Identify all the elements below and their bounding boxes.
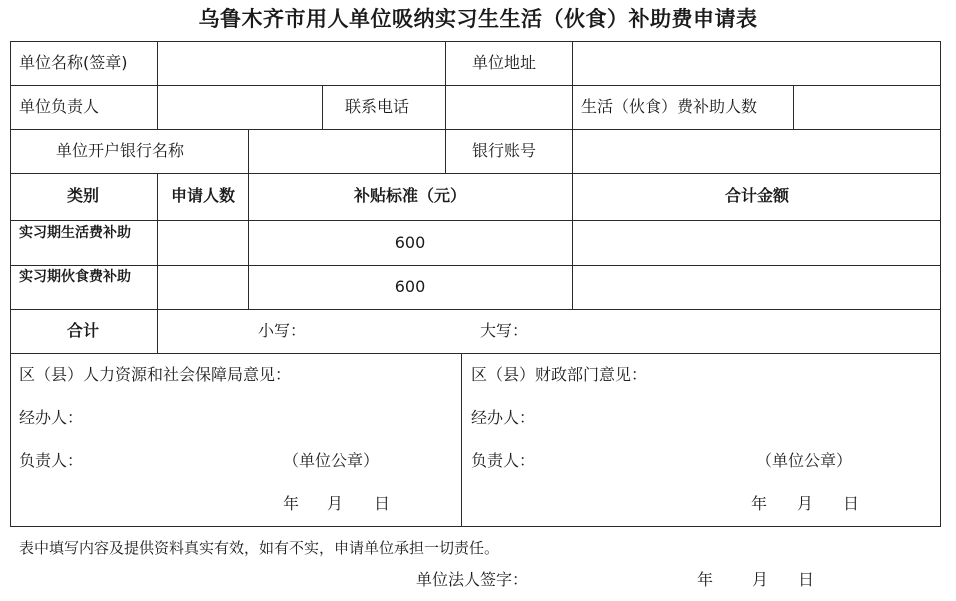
hr-month-label: 月 [327,494,344,513]
finance-day-label: 日 [843,494,860,513]
hr-day-label: 日 [374,494,391,513]
footer-day-label: 日 [798,570,815,589]
row-line [10,526,941,527]
bank-name-label: 单位开户银行名称 [56,141,185,160]
total-uppercase-label: 大写： [480,321,529,340]
item-total-field[interactable] [573,266,940,309]
subsidy-count-field[interactable] [794,86,940,129]
row-line [10,353,941,354]
header-applicants: 申请人数 [170,186,236,205]
col-line [445,129,446,173]
col-line [248,173,249,309]
subsidy-count-label: 生活（伙食）费补助人数 [581,97,758,116]
total-applicants-field[interactable] [158,310,248,353]
header-total-amount: 合计金额 [724,186,790,205]
header-standard: 补贴标准（元） [353,186,467,205]
unit-name-label: 单位名称(签章) [19,53,128,72]
hr-handler-label: 经办人： [19,408,84,427]
col-line [461,353,462,526]
finance-month-label: 月 [797,494,814,513]
hr-year-label: 年 [283,494,300,513]
finance-year-label: 年 [751,494,768,513]
total-label: 合计 [66,321,100,340]
footer-note: 表中填写内容及提供资料真实有效，如有不实，申请单位承担一切责任。 [19,539,500,557]
footer-month-label: 月 [752,570,769,589]
hr-opinion-heading: 区（县）人力资源和社会保障局意见： [19,365,292,384]
col-line [572,85,573,129]
unit-head-label: 单位负责人 [19,97,100,116]
contact-phone-field[interactable] [446,86,572,129]
header-category: 类别 [66,186,100,205]
footer-year-label: 年 [697,570,714,589]
unit-address-label: 单位地址 [472,53,537,72]
finance-person-in-charge-label: 负责人： [471,451,536,470]
hr-seal-label: （单位公章） [283,451,380,470]
item-total-field[interactable] [573,221,940,265]
finance-opinion-heading: 区（县）财政部门意见： [471,365,648,384]
col-line [322,85,323,129]
hr-person-in-charge-label: 负责人： [19,451,84,470]
row-line [10,309,941,310]
row-line [10,173,941,174]
unit-name-field[interactable] [158,42,445,85]
form-title: 乌鲁木齐市用人单位吸纳实习生生活（伙食）补助费申请表 [198,7,758,31]
unit-head-field[interactable] [158,86,322,129]
item-standard: 600 [394,277,426,296]
item-standard: 600 [394,233,426,252]
bank-name-field[interactable] [249,130,445,173]
contact-phone-label: 联系电话 [345,97,410,116]
total-lowercase-label: 小写： [258,321,307,340]
item-applicants-field[interactable] [158,221,248,265]
outer-border [940,41,941,527]
unit-address-field[interactable] [573,42,940,85]
item-applicants-field[interactable] [158,266,248,309]
legal-signature-label: 单位法人签字： [416,570,529,589]
finance-seal-label: （单位公章） [756,451,853,470]
finance-handler-label: 经办人： [471,408,536,427]
bank-account-label: 银行账号 [472,141,537,160]
outer-border [10,41,11,527]
col-line [445,41,446,85]
bank-account-field[interactable] [573,130,940,173]
item-category: 实习期生活费补助 [19,225,131,241]
item-category: 实习期伙食费补助 [19,269,131,285]
